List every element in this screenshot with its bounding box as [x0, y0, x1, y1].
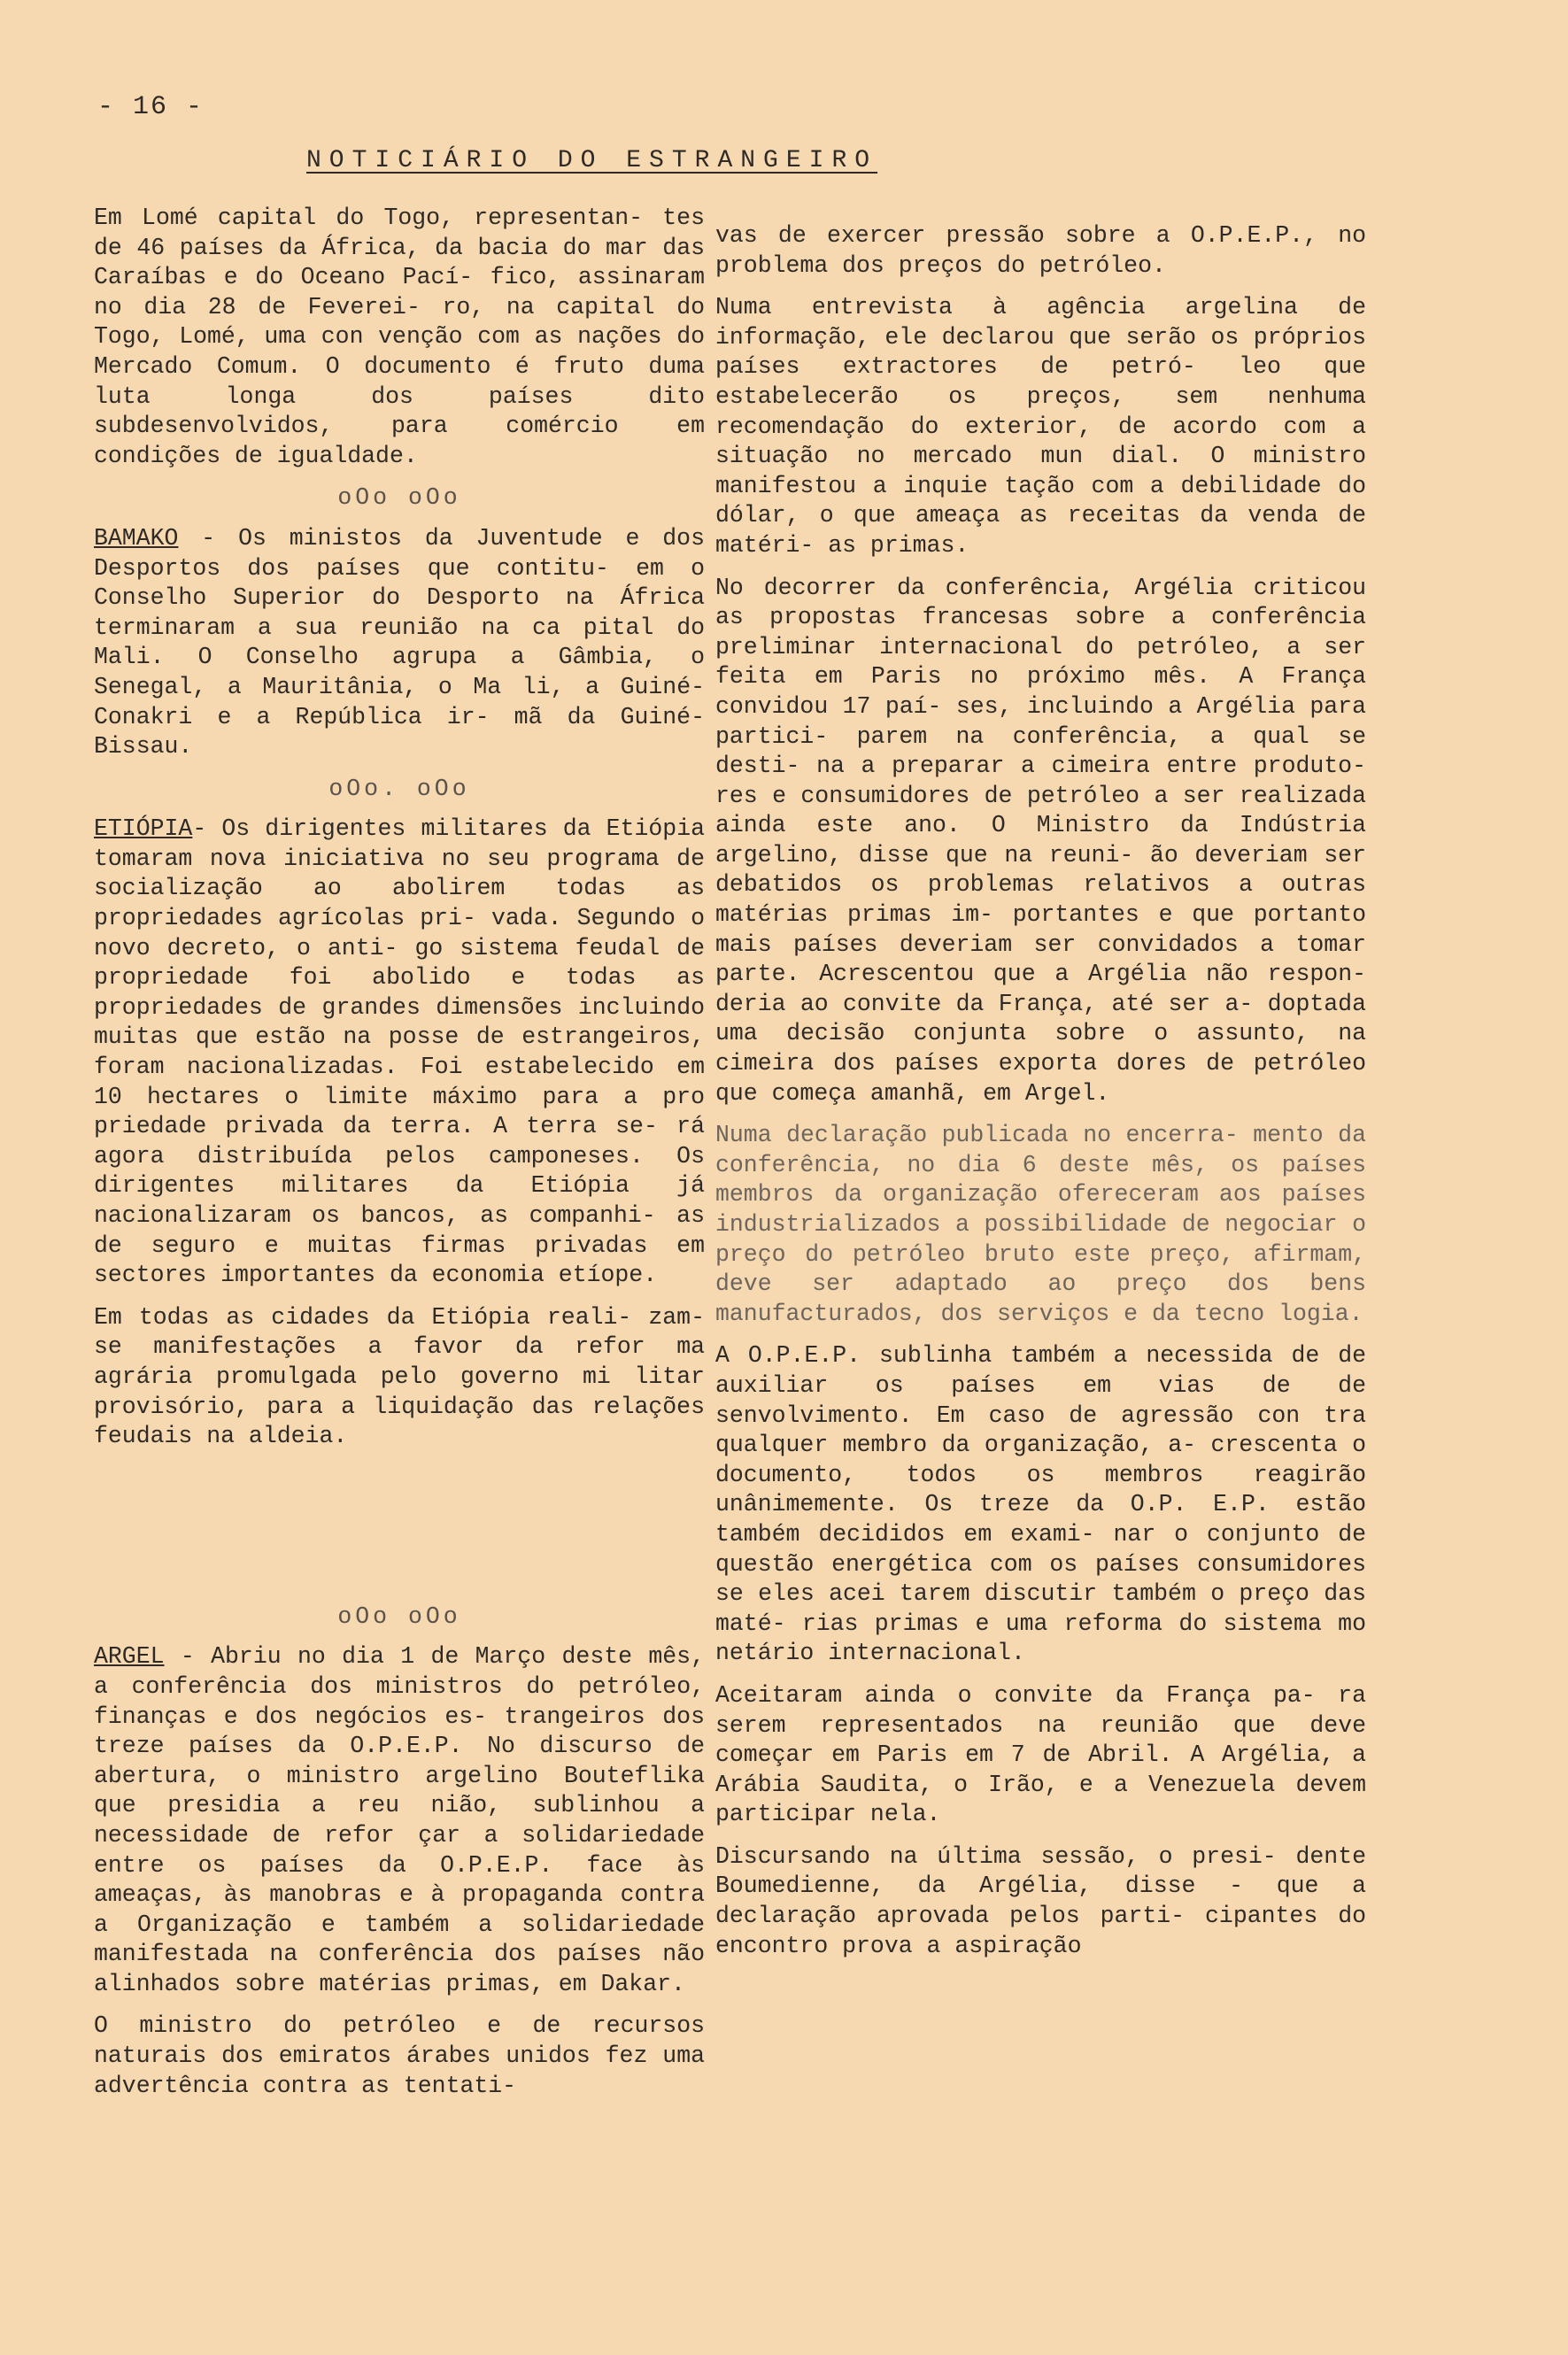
separator: oOo oOo — [337, 484, 461, 512]
article-declaration: Numa declaração publicada no encerra- mento da conferência, no dia 6 deste mês, os países membros da organização ofereceram aos países industrializados a possibilidade de negociar o preço do petróleo bruto este preço, afirmam, deve ser adaptado ao preço dos bens manufacturados, dos serviços e da tecno logia. — [715, 1122, 1366, 1327]
article-bamako-text: - Os ministos da Juventude e dos Desportos dos países que contitu- em o Conselho Superior do Desporto na África terminaram a sua reunião na ca pital do Mali. O Conselho agrupa a Gâmbia, o Senegal, a Mauritânia, o Ma li, a Guiné-Conakri e a República ir- mã da Guiné-Bissau. — [94, 524, 705, 761]
place-bamako: BAMAKO — [94, 524, 179, 552]
article-bamako — [94, 524, 705, 762]
left-column — [94, 204, 705, 2113]
place-etiopia: ETIÓPIA — [94, 815, 193, 843]
article-lome: Em Lomé capital do Togo, representan- tes de 46 países da África, da bacia do mar das Caraíbas e do Oceano Pací- fico, assinaram no dia 28 de Feverei- ro, na capital do Togo, Lomé, uma con venção com as nações do Mercado Comum. O documento é fruto duma luta longa dos países dito subdesenvolvidos, para comércio em condições de igualdade. — [94, 205, 705, 469]
article-continued: vas de exercer pressão sobre a O.P.E.P., no problema dos preços do petróleo. — [715, 222, 1366, 279]
article-argel-text: - Abriu no dia 1 de Março deste mês, a conferência dos ministros do petróleo, finanças e dos negócios es- trangeiros dos treze países da O.P.E.P. No discurso de abertura, o ministro argelino Bouteflika que presidia a reu nião, sublinhou a necessidade de refor çar a solidariedade entre os países da O.P.E.P. face às ameaças, às manobras e à propaganda contra a Organização e também a solidariedade manifestada na conferência dos países não alinhados sobre matérias primas, em Dakar. — [94, 1643, 705, 1997]
article-argel-2: O ministro do petróleo e de recursos naturais dos emiratos árabes unidos fez uma advertência contra as tentati- — [94, 2012, 705, 2099]
article-conference: No decorrer da conferência, Argélia criticou as propostas francesas sobre a conferência preliminar internacional do petróleo, a ser feita em Paris no próximo mês. A França convidou 17 paí- ses, incluindo a Argélia para partici- parem na conferência, a qual se desti- na a preparar a cimeira entre produto- res e consumidores de petróleo a ser realizada ainda este ano. O Ministro da Indústria argelino, disse que na reuni- ão deveriam ser debatidos os problemas relativos a outras matérias primas im- portantes e que portanto mais países deveriam ser convidados a tomar parte. Acrescentou que a Argélia não respon- deria ao convite da França, até ser a- doptada uma decisão conjunta sobre o assunto, na cimeira dos países exporta dores de petróleo que começa amanhã, em Argel. — [715, 574, 1366, 1107]
page-number: - 16 - — [97, 92, 205, 122]
separator: oOo. oOo — [328, 775, 470, 802]
separator: oOo oOo — [337, 1602, 461, 1630]
article-etiopia-2: Em todas as cidades da Etiópia reali- zam-se manifestações a favor da refor ma agrária promulgada pelo governo mi litar provisório, para a liquidação das relações feudais na aldeia. — [94, 1303, 705, 1450]
article-etiopia-text: - Os dirigentes militares da Etiópia tomaram nova iniciativa no seu programa de socialização ao abolirem todas as propriedades agrícolas pri- vada. Segundo o novo decreto, o anti- go sistema feudal de propriedade foi abolido e todas as propriedades de grandes dimensões incluindo muitas que estão na posse de estrangeiros, foram nacionalizadas. Foi estabelecido em 10 hectares o limite máximo para a pro priedade privada da terra. A terra se- rá agora distribuída pelos camponeses. Os dirigentes militares da Etiópia já nacionalizaram os bancos, as companhi- as de seguro e muitas firmas privadas em sectores importantes da economia etíope. — [94, 815, 705, 1289]
article-argel — [94, 1642, 705, 1999]
article-opep: A O.P.E.P. sublinha também a necessida de de auxiliar os países em vias de de senvolvimento. Em caso de agressão con tra qualquer membro da organização, a- crescenta o documento, todos os membros reagirão unânimemente. Os treze da O.P. E.P. estão também decididos em exami- nar o conjunto de questão energética com os países consumidores se eles acei tarem discutir também o preço das maté- rias primas e uma reforma do sistema mo netário internacional. — [715, 1342, 1366, 1667]
article-interview: Numa entrevista à agência argelina de informação, ele declarou que serão os próprios países extractores de petró- leo que estabelecerão os preços, sem nenhuma recomendação do exterior, de acordo com a situação no mercado mun dial. O ministro manifestou a inquie tação com a debilidade do dólar, o que ameaça as receitas da venda de matéri- as primas. — [715, 294, 1366, 559]
article-boumedienne: Discursando na última sessão, o presi- dente Boumedienne, da Argélia, disse - que a declaração aprovada pelos parti- cipantes do encontro prova a aspiração — [715, 1842, 1366, 1959]
article-etiopia — [94, 815, 705, 1291]
right-column — [715, 221, 1366, 1973]
section-header: NOTICIÁRIO DO ESTRANGEIRO — [306, 147, 878, 174]
article-invitation: Aceitaram ainda o convite da França pa- ra serem representados na reunião que deve começar em Paris em 7 de Abril. A Argélia, a Arábia Saudita, o Irão, e a Venezuela devem participar nela. — [715, 1681, 1366, 1828]
place-argel: ARGEL — [94, 1643, 165, 1671]
